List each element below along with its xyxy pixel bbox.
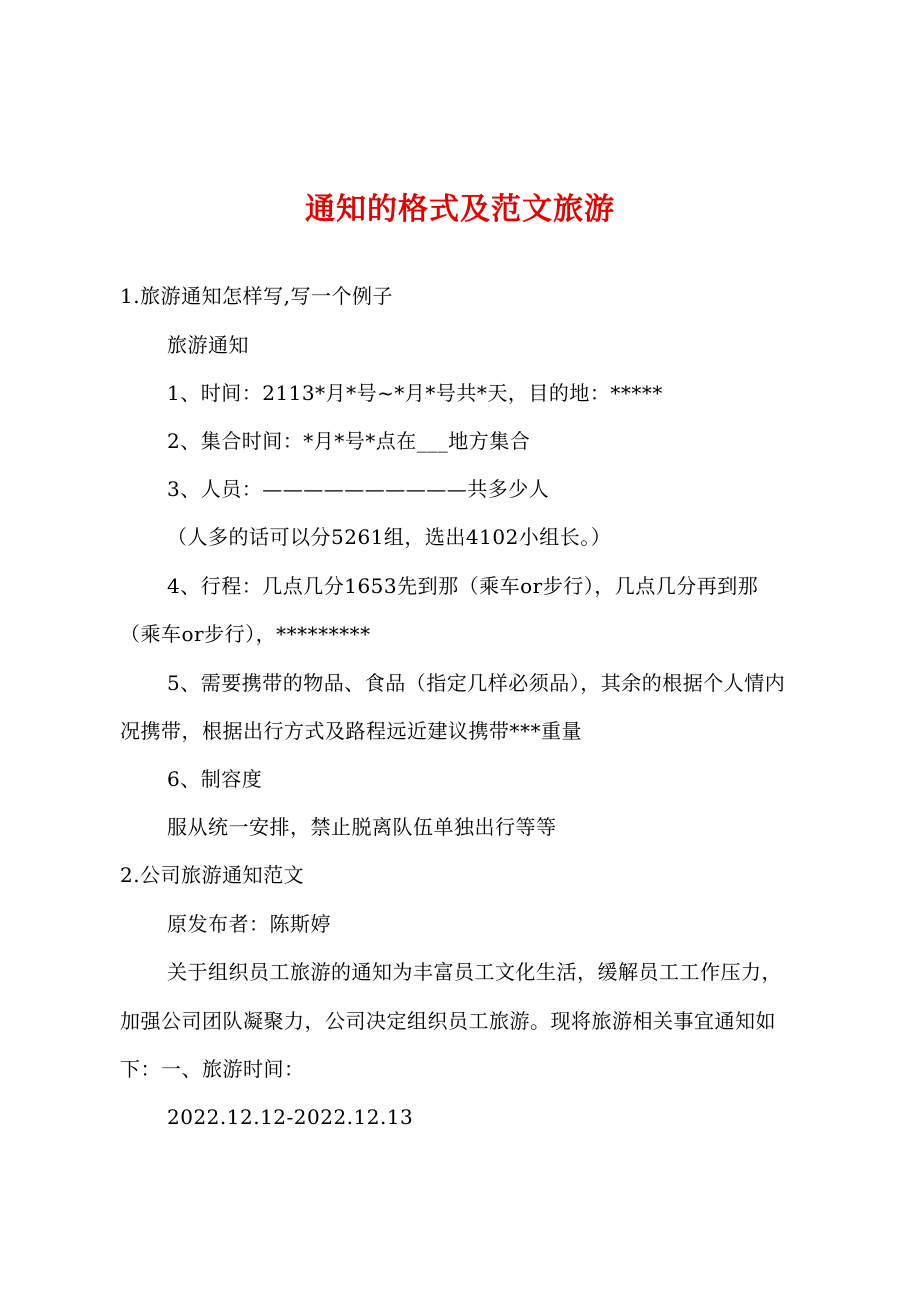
section-heading-1: 1.旅游通知怎样写,写一个例子 — [120, 284, 393, 308]
travel-dates: 2022.12.12-2022.12.13 — [167, 1105, 414, 1129]
publisher-line: 原发布者：陈斯婷 — [167, 912, 331, 936]
item-time: 1、时间：2113*月*号~*月*号共*天，目的地：***** — [167, 381, 663, 405]
item-itinerary: 4、行程：几点几分1653先到那（乘车or步行），几点几分再到那 — [167, 574, 759, 598]
item-belongings-cont: 况携带，根据出行方式及路程远近建议携带***重量 — [120, 719, 582, 743]
item-rules: 6、制容度 — [167, 767, 263, 791]
body-paragraph-line-3: 下：一、旅游时间： — [120, 1057, 305, 1081]
item-belongings: 5、需要携带的物品、食品（指定几样必须品），其余的根据个人情内 — [167, 671, 786, 695]
item-gathering-time: 2、集合时间：*月*号*点在___地方集合 — [167, 429, 531, 453]
rules-text: 服从统一安排，禁止脱离队伍单独出行等等 — [167, 815, 557, 839]
body-paragraph-line-1: 关于组织员工旅游的通知为丰富员工文化生活，缓解员工工作压力， — [167, 960, 782, 984]
personnel-note: （人多的话可以分5261组，选出4102小组长。） — [167, 525, 612, 549]
item-itinerary-cont: （乘车or步行），********* — [120, 622, 371, 646]
notice-heading: 旅游通知 — [167, 333, 249, 357]
item-personnel: 3、人员：——————————共多少人 — [167, 477, 550, 501]
section-heading-2: 2.公司旅游通知范文 — [120, 863, 305, 887]
document-title: 通知的格式及范文旅游 — [305, 192, 615, 227]
body-paragraph-line-2: 加强公司团队凝聚力，公司决定组织员工旅游。现将旅游相关事宜通知如 — [120, 1009, 776, 1033]
